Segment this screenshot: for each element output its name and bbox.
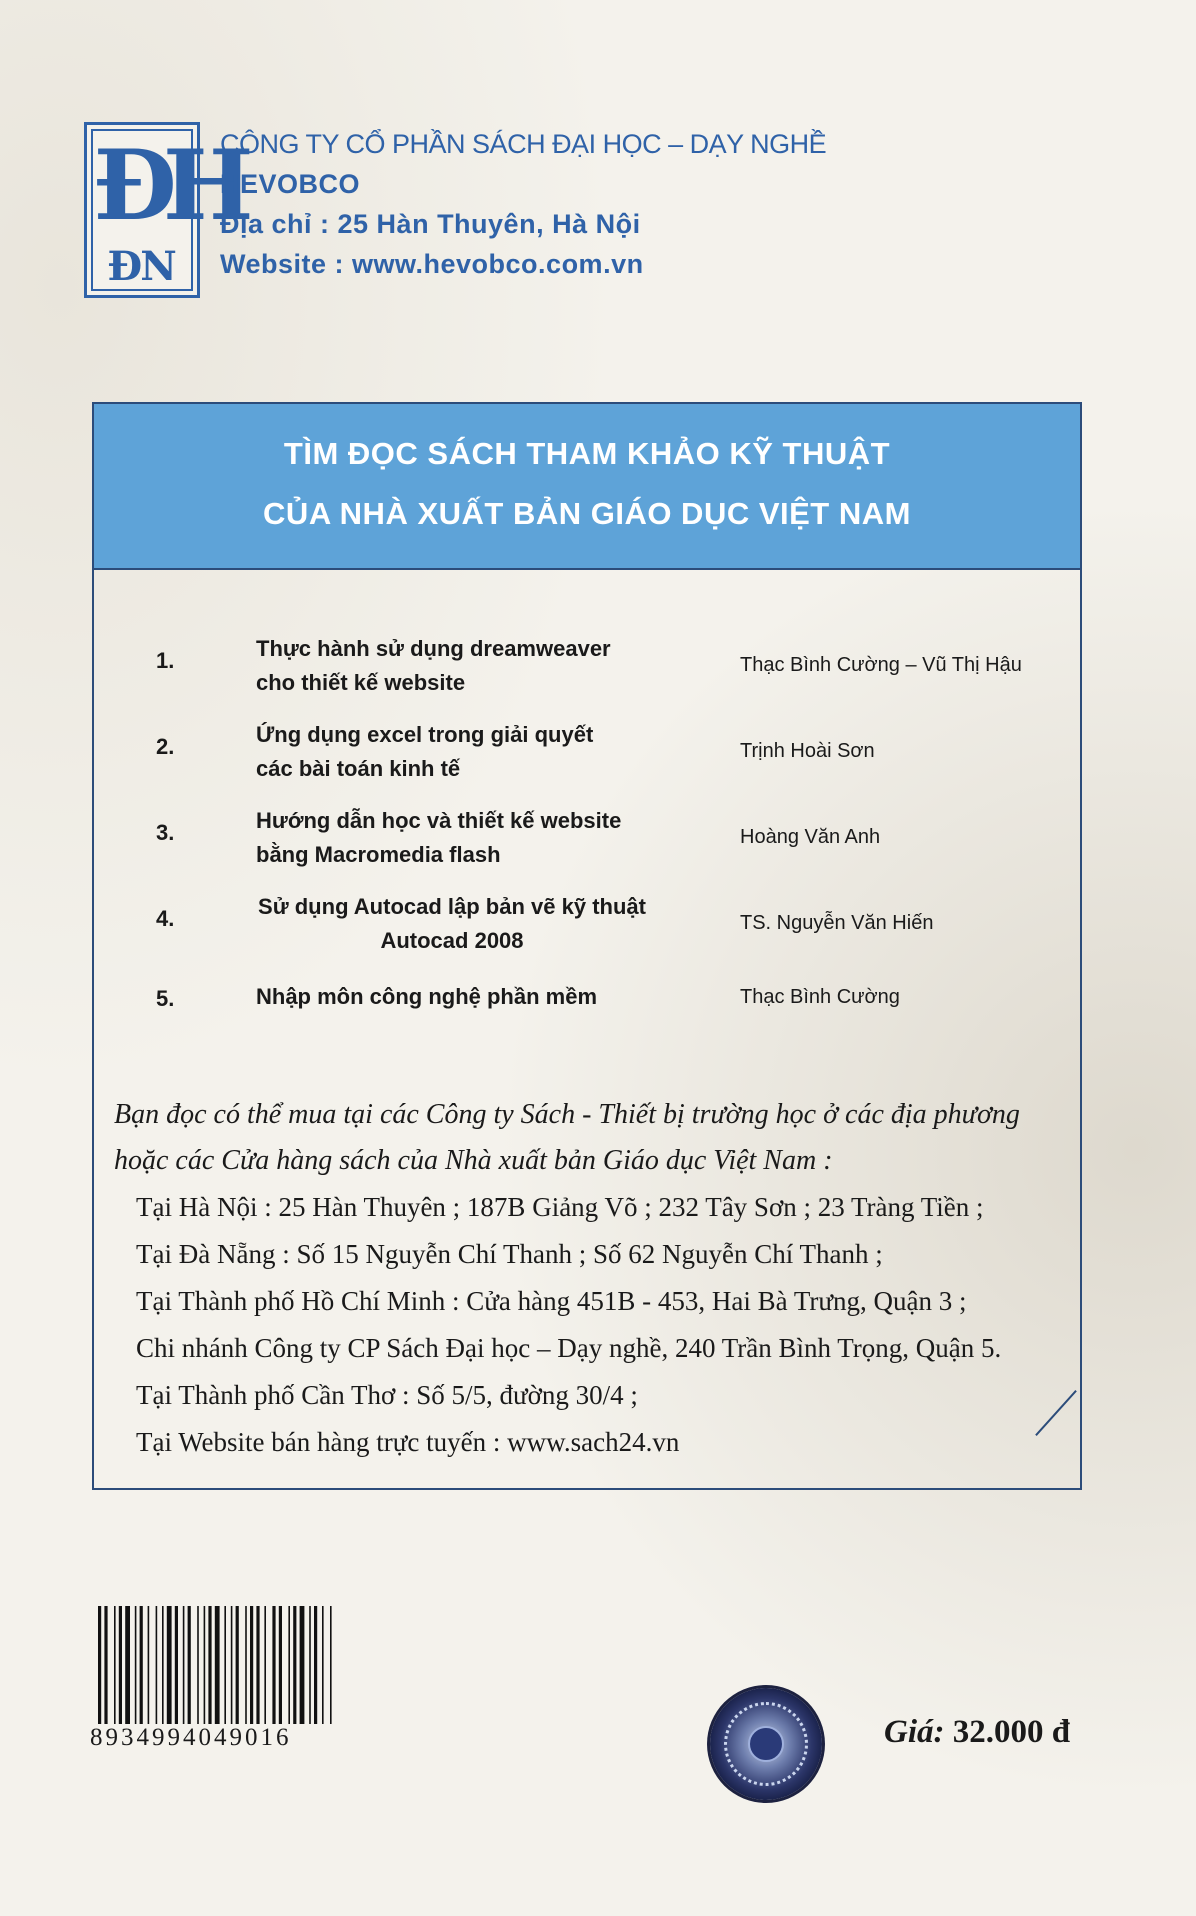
barcode-bar <box>250 1606 253 1724</box>
barcode-bar <box>167 1606 172 1724</box>
barcode-bar <box>288 1606 290 1724</box>
barcode-bar <box>208 1606 211 1724</box>
availability-block <box>114 1092 1082 1466</box>
book-number: 1. <box>156 648 175 673</box>
barcode-bar <box>293 1606 296 1724</box>
store-line: Tại Thành phố Cần Thơ : Số 5/5, đường 30/4 ; <box>136 1380 638 1410</box>
barcode-bar <box>245 1606 247 1724</box>
barcode-bar <box>140 1606 143 1724</box>
publisher-website: Website : www.hevobco.com.vn <box>220 249 644 279</box>
barcode-bar <box>224 1606 226 1724</box>
barcode-bar <box>279 1606 282 1724</box>
book-title <box>256 632 656 700</box>
book-title-line-2: các bài toán kinh tế <box>256 756 461 781</box>
publisher-address: Địa chỉ : 25 Hàn Thuyên, Hà Nội <box>220 209 641 239</box>
barcode-bar <box>175 1606 178 1724</box>
hologram-seal-icon <box>710 1688 822 1800</box>
barcode-bar <box>300 1606 305 1724</box>
store-line: Chi nhánh Công ty CP Sách Đại học – Dạy nghề, 240 Trần Bình Trọng, Quận 5. <box>136 1333 1002 1363</box>
book-author: Hoàng Văn Anh <box>740 826 881 848</box>
barcode-bar <box>215 1606 220 1724</box>
publisher-logo <box>84 122 240 298</box>
book-title-line-1: Thực hành sử dụng dreamweaver <box>256 636 611 661</box>
isbn-barcode <box>90 1606 336 1758</box>
book-number: 5. <box>156 986 175 1011</box>
book-title-line-2: Autocad 2008 <box>380 928 524 953</box>
barcode-bar <box>148 1606 150 1724</box>
availability-intro-2: hoặc các Cửa hàng sách của Nhà xuất bản Giáo dục Việt Nam : <box>114 1145 833 1176</box>
store-line: Tại Thành phố Hồ Chí Minh : Cửa hàng 451B - 453, Hai Bà Trưng, Quận 3 ; <box>136 1286 967 1316</box>
store-line: Tại Hà Nội : 25 Hàn Thuyên ; 187B Giảng Võ ; 232 Tây Sơn ; 23 Tràng Tiền ; <box>136 1192 984 1222</box>
store-line: Tại Website bán hàng trực tuyến : www.sach24.vn <box>136 1427 680 1457</box>
book-title-line-1: Sử dụng Autocad lập bản vẽ kỹ thuật <box>258 894 646 919</box>
book-title-line-1: Hướng dẫn học và thiết kế website <box>256 808 622 833</box>
book-author: Thạc Bình Cường <box>740 986 900 1008</box>
barcode-bars <box>96 1606 336 1724</box>
barcode-bar <box>156 1606 158 1724</box>
book-item <box>94 894 1080 958</box>
barcode-bar <box>309 1606 311 1724</box>
banner-line-2: CỦA NHÀ XUẤT BẢN GIÁO DỤC VIỆT NAM <box>263 496 911 531</box>
book-title-line-2: bằng Macromedia flash <box>256 842 501 867</box>
logo-sub-letters: ĐN <box>107 243 175 290</box>
price-label: Giá: <box>884 1714 945 1750</box>
barcode-bar <box>236 1606 239 1724</box>
book-title-line-1: Ứng dụng excel trong giải quyết <box>256 722 594 747</box>
barcode-bar <box>314 1606 317 1724</box>
book-author: Thạc Bình Cường – Vũ Thị Hậu <box>740 654 1022 676</box>
barcode-bar <box>162 1606 164 1724</box>
banner-line-1: TÌM ĐỌC SÁCH THAM KHẢO KỸ THUẬT <box>283 436 891 471</box>
book-title-line-1: Nhập môn công nghệ phần mềm <box>256 984 598 1009</box>
book-item <box>94 808 1080 872</box>
barcode-bar <box>322 1606 324 1724</box>
book-title <box>256 718 656 786</box>
barcode-bar <box>98 1606 101 1724</box>
book-author: TS. Nguyễn Văn Hiến <box>740 912 934 934</box>
book-item <box>94 636 1080 700</box>
barcode-bar <box>135 1606 137 1724</box>
book-number: 4. <box>156 906 175 931</box>
book-item <box>94 722 1080 786</box>
availability-intro-1: Bạn đọc có thể mua tại các Công ty Sách - Thiết bị trường học ở các địa phương <box>114 1099 1020 1130</box>
publisher-info <box>220 124 826 284</box>
book-number: 2. <box>156 734 175 759</box>
book-item <box>94 980 1080 1044</box>
barcode-bar <box>231 1606 233 1724</box>
book-title <box>256 980 656 1014</box>
publisher-company: CÔNG TY CỔ PHẦN SÁCH ĐẠI HỌC – DẠY NGHỀ <box>220 129 827 159</box>
book-list-panel <box>92 402 1082 1490</box>
book-author: Trịnh Hoài Sơn <box>740 740 875 762</box>
price-value: 32.000 đ <box>952 1714 1071 1750</box>
barcode-bar <box>119 1606 122 1724</box>
publisher-brand: HEVOBCO <box>220 169 361 199</box>
barcode-bar <box>125 1606 130 1724</box>
book-title <box>256 804 656 872</box>
store-line: Tại Đà Nẵng : Số 15 Nguyễn Chí Thanh ; Số 62 Nguyễn Chí Thanh ; <box>136 1239 883 1269</box>
book-number: 3. <box>156 820 175 845</box>
barcode-bar <box>183 1606 185 1724</box>
logo-letters: ĐH <box>93 129 240 242</box>
barcode-bar <box>330 1606 332 1724</box>
price <box>884 1714 1070 1751</box>
barcode-bar <box>256 1606 259 1724</box>
barcode-bar <box>264 1606 266 1724</box>
barcode-bar <box>188 1606 191 1724</box>
barcode-bar <box>272 1606 275 1724</box>
barcode-bar <box>204 1606 206 1724</box>
barcode-bar <box>104 1606 107 1724</box>
barcode-bar <box>114 1606 116 1724</box>
seal-core <box>748 1726 784 1762</box>
barcode-digits: 8934994049016 <box>90 1724 292 1751</box>
barcode-bar <box>197 1606 199 1724</box>
book-title-line-2: cho thiết kế website <box>256 670 466 695</box>
panel-banner <box>94 404 1080 570</box>
book-title <box>242 890 662 958</box>
